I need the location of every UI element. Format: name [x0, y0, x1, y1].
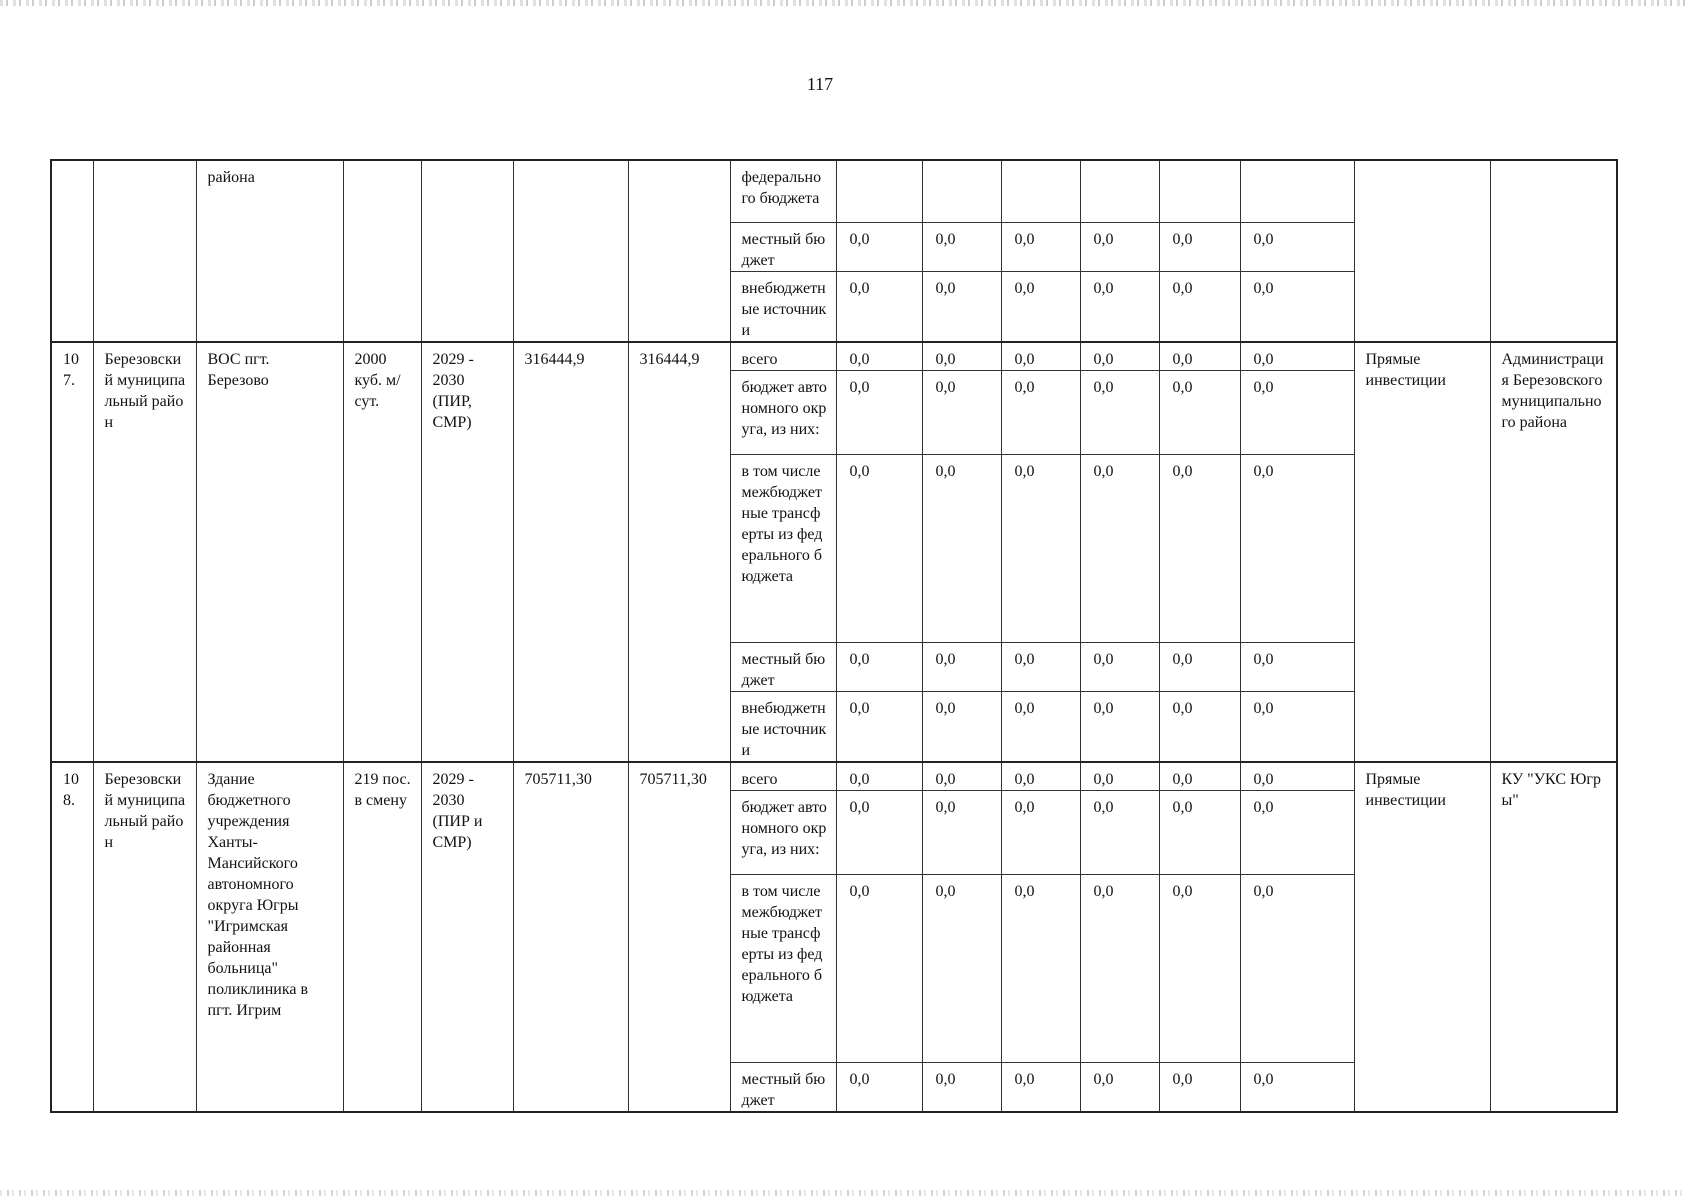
amount-cell: 0,0 [836, 642, 922, 691]
funding-source-cell: местный бюджет [730, 222, 836, 271]
amount-cell: 0,0 [836, 370, 922, 454]
row-number-cell: 108. [51, 762, 93, 1112]
amount-cell: 0,0 [1159, 370, 1240, 454]
amount-cell: 0,0 [1240, 762, 1354, 791]
table-body [51, 160, 1617, 1112]
period-cell: 2029 - 2030 (ПИР, СМР) [421, 342, 513, 762]
investment-objects-table [50, 159, 1618, 1113]
amount-cell: 0,0 [1080, 1062, 1159, 1112]
blank-cell [628, 160, 730, 342]
amount-cell [1001, 160, 1080, 222]
amount-cell: 0,0 [922, 642, 1001, 691]
amount-cell: 0,0 [1080, 790, 1159, 874]
amount-cell: 0,0 [1240, 342, 1354, 371]
amount-cell: 0,0 [1159, 222, 1240, 271]
amount-cell [1240, 160, 1354, 222]
amount-cell: 0,0 [1159, 874, 1240, 1062]
funding-source-cell: местный бюджет [730, 642, 836, 691]
amount-cell: 0,0 [922, 370, 1001, 454]
blank-cell [343, 160, 421, 342]
amount-cell: 0,0 [836, 790, 922, 874]
funding-source-cell: внебюджетные источники [730, 691, 836, 762]
amount-cell: 0,0 [1240, 642, 1354, 691]
amount-cell: 0,0 [922, 271, 1001, 342]
municipality-cell: Березовский муниципальный район [93, 342, 196, 762]
amount-cell: 0,0 [836, 762, 922, 791]
amount-cell: 0,0 [1240, 1062, 1354, 1112]
cost-total-cell: 316444,9 [513, 342, 628, 762]
amount-cell: 0,0 [1159, 342, 1240, 371]
amount-cell: 0,0 [1159, 454, 1240, 642]
amount-cell: 0,0 [1159, 762, 1240, 791]
mechanism-cell: Прямые инвестиции [1354, 342, 1490, 762]
object-name-cell: района [196, 160, 343, 342]
amount-cell: 0,0 [1001, 342, 1080, 371]
municipality-cell [93, 160, 196, 342]
object-name-cell: ВОС пгт. Березово [196, 342, 343, 762]
funding-source-cell: всего [730, 342, 836, 371]
amount-cell: 0,0 [922, 874, 1001, 1062]
amount-cell: 0,0 [1080, 691, 1159, 762]
funding-source-cell: в том числе межбюджетные трансферты из федерального бюджета [730, 874, 836, 1062]
amount-cell: 0,0 [1001, 762, 1080, 791]
amount-cell: 0,0 [1159, 271, 1240, 342]
amount-cell: 0,0 [1159, 790, 1240, 874]
amount-cell: 0,0 [1080, 271, 1159, 342]
amount-cell: 0,0 [1001, 454, 1080, 642]
amount-cell: 0,0 [1240, 370, 1354, 454]
amount-cell: 0,0 [836, 691, 922, 762]
blank-cell [421, 160, 513, 342]
amount-cell: 0,0 [1240, 691, 1354, 762]
scan-edge-top [0, 0, 1686, 6]
amount-cell: 0,0 [1080, 342, 1159, 371]
table-row [51, 342, 1617, 371]
amount-cell [1080, 160, 1159, 222]
amount-cell: 0,0 [922, 790, 1001, 874]
funding-source-cell: всего [730, 762, 836, 791]
amount-cell: 0,0 [1240, 222, 1354, 271]
amount-cell: 0,0 [1001, 642, 1080, 691]
blank-cell [513, 160, 628, 342]
amount-cell: 0,0 [922, 222, 1001, 271]
funding-source-cell: федерального бюджета [730, 160, 836, 222]
capacity-cell: 219 пос. в смену [343, 762, 421, 1112]
amount-cell: 0,0 [1240, 790, 1354, 874]
cost-total-cell: 705711,30 [513, 762, 628, 1112]
amount-cell: 0,0 [836, 271, 922, 342]
funding-source-cell: бюджет автономного округа, из них: [730, 370, 836, 454]
amount-cell: 0,0 [1159, 691, 1240, 762]
mechanism-cell [1354, 160, 1490, 342]
amount-cell: 0,0 [836, 874, 922, 1062]
amount-cell: 0,0 [1080, 874, 1159, 1062]
amount-cell: 0,0 [1080, 222, 1159, 271]
amount-cell: 0,0 [1240, 874, 1354, 1062]
capacity-cell: 2000 куб. м/сут. [343, 342, 421, 762]
row-number-cell: 107. [51, 342, 93, 762]
amount-cell: 0,0 [1001, 790, 1080, 874]
object-name-cell: Здание бюджетного учреждения Ханты-Мансийского автономного округа Югры "Игримская районная больница" поликлиника в пгт. Игрим [196, 762, 343, 1112]
amount-cell: 0,0 [1159, 642, 1240, 691]
amount-cell: 0,0 [922, 454, 1001, 642]
amount-cell: 0,0 [836, 342, 922, 371]
funding-source-cell: внебюджетные источники [730, 271, 836, 342]
scan-edge-bottom [0, 1190, 1686, 1196]
amount-cell: 0,0 [1159, 1062, 1240, 1112]
amount-cell: 0,0 [1240, 271, 1354, 342]
mechanism-cell: Прямые инвестиции [1354, 762, 1490, 1112]
amount-cell: 0,0 [1001, 874, 1080, 1062]
amount-cell: 0,0 [1080, 454, 1159, 642]
amount-cell: 0,0 [1240, 454, 1354, 642]
amount-cell: 0,0 [1080, 370, 1159, 454]
amount-cell [836, 160, 922, 222]
period-cell: 2029 - 2030 (ПИР и СМР) [421, 762, 513, 1112]
table-row [51, 160, 1617, 222]
amount-cell: 0,0 [1080, 642, 1159, 691]
amount-cell: 0,0 [922, 762, 1001, 791]
executor-cell [1490, 160, 1617, 342]
amount-cell: 0,0 [1080, 762, 1159, 791]
amount-cell: 0,0 [836, 454, 922, 642]
executor-cell: Администрация Березовского муниципального района [1490, 342, 1617, 762]
funding-source-cell: местный бюджет [730, 1062, 836, 1112]
municipality-cell: Березовский муниципальный район [93, 762, 196, 1112]
amount-cell: 0,0 [1001, 222, 1080, 271]
amount-cell: 0,0 [922, 691, 1001, 762]
amount-cell: 0,0 [1001, 370, 1080, 454]
cost-remaining-cell: 705711,30 [628, 762, 730, 1112]
table-row [51, 762, 1617, 791]
executor-cell: КУ "УКС Югры" [1490, 762, 1617, 1112]
amount-cell: 0,0 [922, 342, 1001, 371]
cost-remaining-cell: 316444,9 [628, 342, 730, 762]
funding-source-cell: в том числе межбюджетные трансферты из федерального бюджета [730, 454, 836, 642]
amount-cell [1159, 160, 1240, 222]
funding-source-cell: бюджет автономного округа, из них: [730, 790, 836, 874]
amount-cell: 0,0 [922, 1062, 1001, 1112]
amount-cell: 0,0 [836, 1062, 922, 1112]
amount-cell: 0,0 [1001, 1062, 1080, 1112]
amount-cell: 0,0 [1001, 691, 1080, 762]
amount-cell: 0,0 [1001, 271, 1080, 342]
amount-cell [922, 160, 1001, 222]
amount-cell: 0,0 [836, 222, 922, 271]
row-number-cell [51, 160, 93, 342]
page-number: 117 [806, 74, 834, 94]
